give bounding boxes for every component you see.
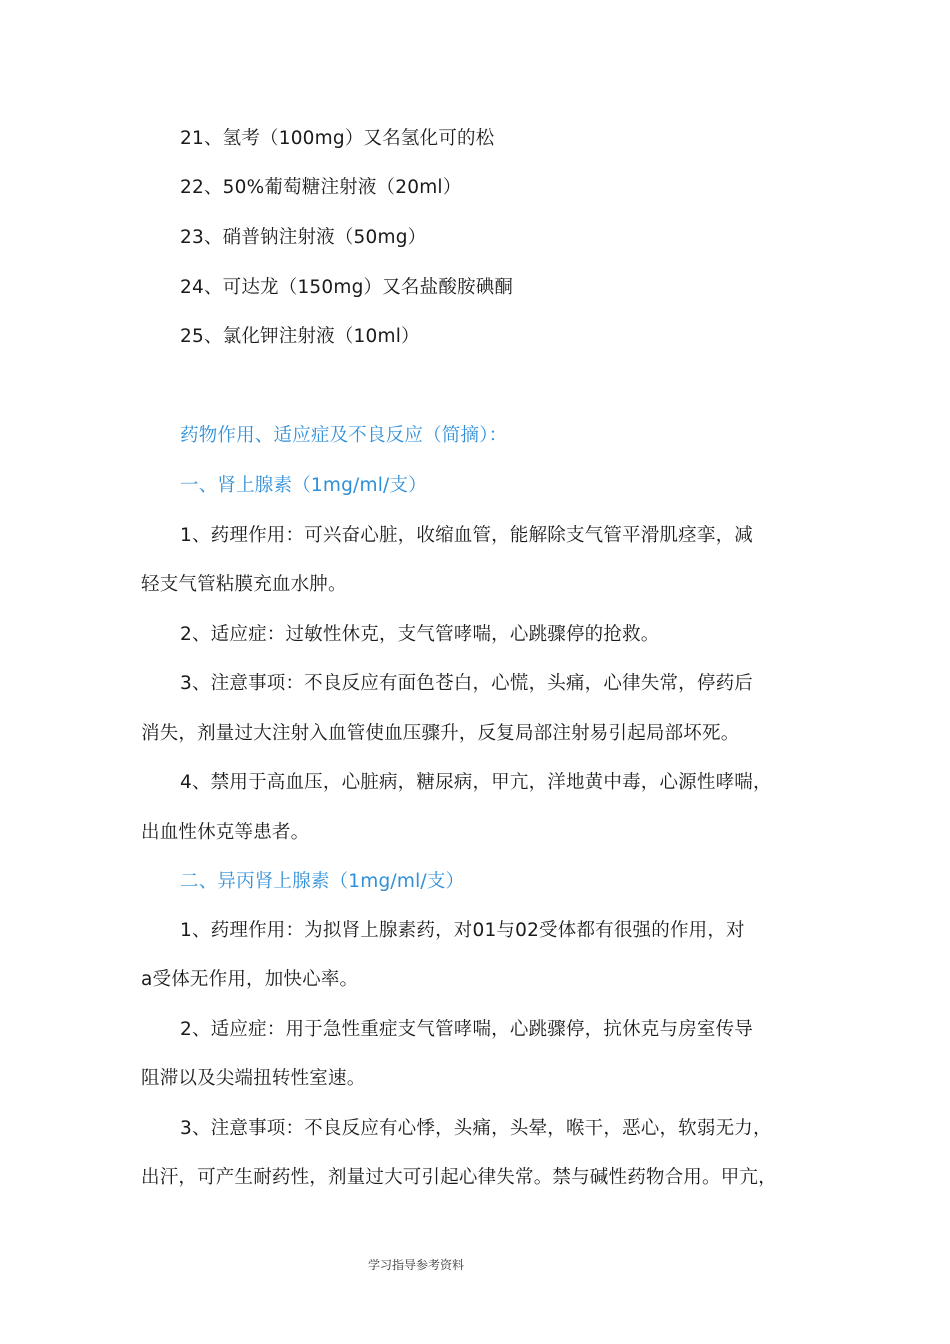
- isoprenaline-precautions-cont: 出汗，可产生耐药性，剂量过大可引起心律失常。禁与碱性药物合用。甲亢，: [141, 1167, 777, 1188]
- drug-list-item: 22、50%葡萄糖注射液（20ml）: [180, 177, 462, 198]
- isoprenaline-heading: 二、异丙肾上腺素（1mg/ml/支）: [180, 871, 465, 892]
- isoprenaline-precautions: 3、注意事项：不良反应有心悸，头痛，头晕，喉干，恶心，软弱无力，: [180, 1118, 772, 1139]
- isoprenaline-indications: 2、适应症：用于急性重症支气管哮喘，心跳骤停，抗休克与房室传导: [180, 1019, 753, 1040]
- epinephrine-precautions-cont: 消失，剂量过大注射入血管使血压骤升，反复局部注射易引起局部坏死。: [141, 723, 740, 744]
- epinephrine-contraindications-cont: 出血性休克等患者。: [141, 822, 310, 843]
- epinephrine-pharmacology: 1、药理作用：可兴奋心脏，收缩血管，能解除支气管平滑肌痉挛，减: [180, 525, 753, 546]
- section-title: 药物作用、适应症及不良反应（简摘）：: [180, 425, 508, 446]
- isoprenaline-pharmacology-cont: a受体无作用，加快心率。: [141, 969, 359, 990]
- drug-list-item: 21、氢考（100mg）又名氢化可的松: [180, 128, 495, 149]
- epinephrine-indications: 2、适应症：过敏性休克，支气管哮喘，心跳骤停的抢救。: [180, 624, 660, 645]
- epinephrine-heading: 一、肾上腺素（1mg/ml/支）: [180, 475, 427, 496]
- drug-list-item: 23、硝普钠注射液（50mg）: [180, 227, 427, 248]
- epinephrine-precautions: 3、注意事项：不良反应有面色苍白，心慌，头痛，心律失常，停药后: [180, 673, 753, 694]
- isoprenaline-indications-cont: 阻滞以及尖端扭转性室速。: [141, 1068, 366, 1089]
- drug-list-item: 25、氯化钾注射液（10ml）: [180, 326, 420, 347]
- drug-list-item: 24、可达龙（150mg）又名盐酸胺碘酮: [180, 277, 514, 298]
- epinephrine-contraindications: 4、禁用于高血压，心脏病，糖尿病，甲亢，洋地黄中毒，心源性哮喘，: [180, 772, 772, 793]
- epinephrine-pharmacology-cont: 轻支气管粘膜充血水肿。: [141, 574, 347, 595]
- page-footer: 学习指导参考资料: [368, 1258, 465, 1272]
- isoprenaline-pharmacology: 1、药理作用：为拟肾上腺素药，对01与02受体都有很强的作用，对: [180, 920, 745, 941]
